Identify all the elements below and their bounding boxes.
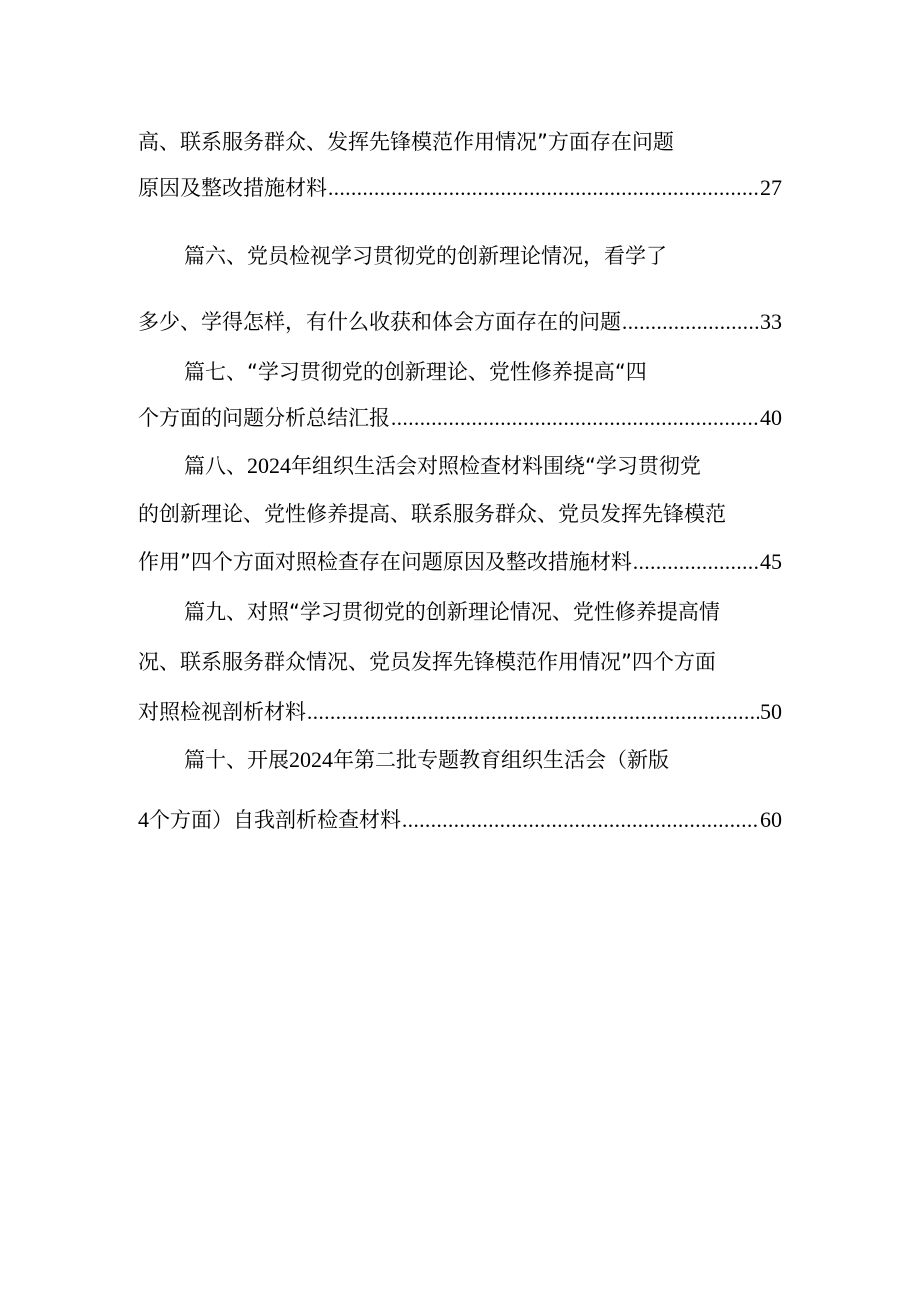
toc-entry-7-page-number: 40 <box>760 405 782 430</box>
toc-entry-10-title-rest: 个方面）自我剖析检查材料 <box>149 808 401 832</box>
toc-entry-10-title-end <box>138 802 401 838</box>
toc-entry-10-count: 4 <box>138 807 149 832</box>
toc-entry-8-title-end: 作用”四个方面对照检查存在问题原因及整改措施材料 <box>138 550 632 574</box>
toc-entry-8-line-3[interactable] <box>138 544 788 580</box>
toc-entry-5-title-end: 原因及整改措施材料 <box>138 176 327 200</box>
toc-entry-6-line-1[interactable]: 篇六、党员检视学习贯彻党的创新理论情况，看学了 <box>184 244 667 268</box>
toc-entry-9-line-2: 况、联系服务群众情况、党员发挥先锋模范作用情况”四个方面 <box>138 650 716 674</box>
toc-entry-8-prefix: 篇八、 <box>184 454 247 478</box>
toc-entry-10-year: 2024 <box>289 747 333 772</box>
toc-entry-8-line-1[interactable] <box>138 448 788 484</box>
dot-leader <box>633 544 759 580</box>
toc-entry-10-line-2[interactable] <box>138 802 788 838</box>
dot-leader <box>391 400 759 436</box>
dot-leader <box>307 694 759 730</box>
toc-entry-10-prefix: 篇十、开展 <box>184 748 289 772</box>
toc-entry-8-title-start: 年组织生活会对照检查材料围绕“学习贯彻党 <box>291 454 701 478</box>
toc-entry-8-year: 2024 <box>247 453 291 478</box>
toc-entry-9-line-1[interactable]: 篇九、对照“学习贯彻党的创新理论情况、党性修养提高情 <box>184 600 720 624</box>
toc-entry-10-title-start: 年第二批专题教育组织生活会（新版 <box>333 748 669 772</box>
toc-entry-5-line-2[interactable] <box>138 170 788 206</box>
toc-entry-7-line-2[interactable] <box>138 400 788 436</box>
toc-entry-9-line-3[interactable] <box>138 694 788 730</box>
toc-entry-5-line-1: 高、联系服务群众、发挥先锋模范作用情况”方面存在问题 <box>138 130 674 154</box>
toc-entry-8-page-number: 45 <box>760 549 782 574</box>
toc-entry-7-line-1[interactable]: 篇七、“学习贯彻党的创新理论、党性修养提高“四 <box>184 360 647 384</box>
dot-leader <box>622 304 759 340</box>
dot-leader <box>402 802 759 838</box>
toc-entry-6-title-end: 多少、学得怎样，有什么收获和体会方面存在的问题 <box>138 310 621 334</box>
toc-entry-6-page-number: 33 <box>760 309 782 334</box>
toc-entry-10-page-number: 60 <box>760 807 782 832</box>
toc-entry-5-page-number: 27 <box>760 175 782 200</box>
toc-entry-7-title-end: 个方面的问题分析总结汇报 <box>138 406 390 430</box>
toc-entry-8-line-2: 的创新理论、党性修养提高、联系服务群众、党员发挥先锋模范 <box>138 502 726 526</box>
toc-entry-9-page-number: 50 <box>760 699 782 724</box>
toc-entry-6-line-2[interactable] <box>138 304 788 340</box>
toc-entry-9-title-end: 对照检视剖析材料 <box>138 700 306 724</box>
dot-leader <box>328 170 759 206</box>
toc-entry-10-line-1[interactable] <box>138 742 788 778</box>
